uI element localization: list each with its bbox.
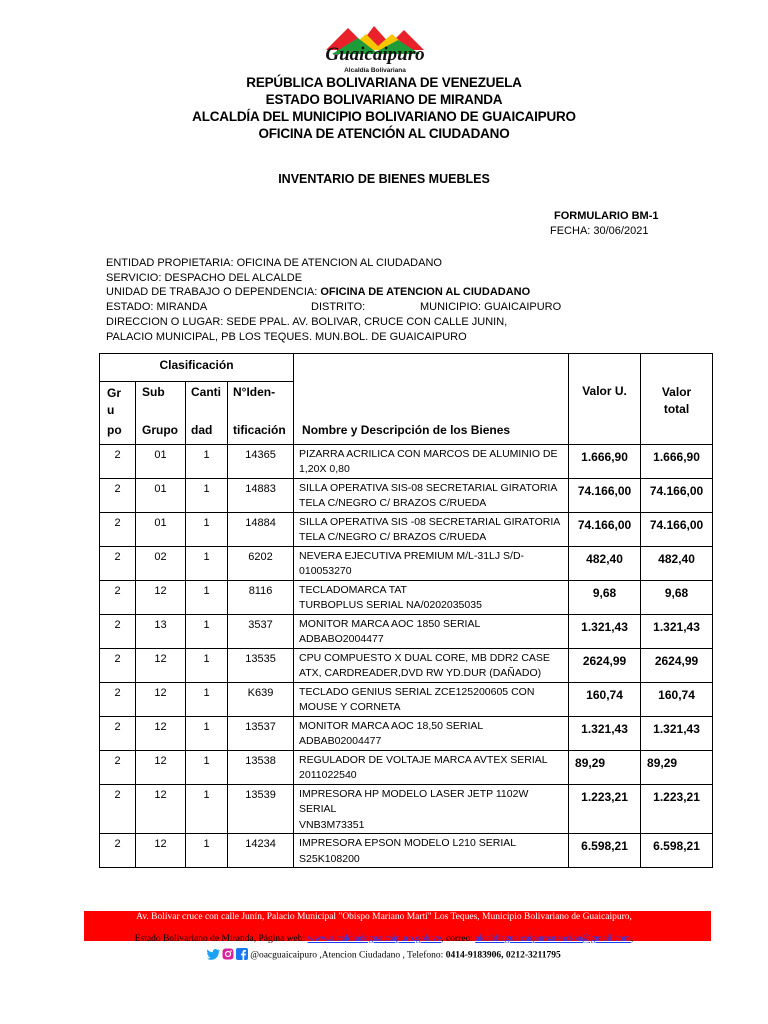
cell-valor-total: 1.321,43: [641, 614, 713, 648]
cell-cantidad: 1: [186, 784, 228, 834]
table-row: [100, 478, 713, 512]
cell-identificacion: 13539: [228, 784, 294, 834]
cell-subgrupo: 02: [136, 546, 186, 580]
cell-subgrupo: 12: [136, 580, 186, 614]
cell-valor-unitario: 1.321,43: [569, 614, 641, 648]
facebook-icon[interactable]: [236, 948, 248, 963]
cell-descripcion: PIZARRA ACRILICA CON MARCOS DE ALUMINIO DE 1,20X 0,80: [294, 444, 569, 478]
cell-cantidad: 1: [186, 716, 228, 750]
cell-valor-unitario: 9,68: [569, 580, 641, 614]
header-cantidad: Canti: [186, 382, 228, 420]
cell-identificacion: 13538: [228, 750, 294, 784]
cell-valor-total: 1.321,43: [641, 716, 713, 750]
cell-identificacion: K639: [228, 682, 294, 716]
cell-cantidad: 1: [186, 478, 228, 512]
cell-cantidad: 1: [186, 750, 228, 784]
form-date: FECHA: 30/06/2021: [550, 225, 649, 237]
header-valor-total: Valor total: [641, 354, 713, 445]
document-header: [0, 74, 768, 142]
cell-descripcion: IMPRESORA EPSON MODELO L210 SERIAL S25K108200: [294, 834, 569, 868]
cell-grupo: 2: [100, 784, 136, 834]
cell-grupo: 2: [100, 444, 136, 478]
header-line-republica: REPÚBLICA BOLIVARIANA DE VENEZUELA: [246, 75, 522, 90]
logo-brand-text: Guaicaipuro: [325, 44, 425, 65]
cell-grupo: 2: [100, 750, 136, 784]
cell-identificacion: 3537: [228, 614, 294, 648]
cell-grupo: 2: [100, 546, 136, 580]
table-row: [100, 580, 713, 614]
cell-cantidad: 1: [186, 614, 228, 648]
cell-cantidad: 1: [186, 648, 228, 682]
header-clasificacion: Clasificación: [100, 354, 294, 382]
cell-descripcion: IMPRESORA HP MODELO LASER JETP 1102W SERIAL VNB3M73351: [294, 784, 569, 834]
cell-descripcion: NEVERA EJECUTIVA PREMIUM M/L-31LJ S/D- 010053270: [294, 546, 569, 580]
cell-identificacion: 13537: [228, 716, 294, 750]
info-estado: ESTADO: MIRANDA: [106, 301, 208, 314]
info-unidad: [106, 285, 561, 300]
twitter-icon[interactable]: [207, 949, 220, 963]
cell-valor-unitario: 160,74: [569, 682, 641, 716]
info-unidad-value: OFICINA DE ATENCION AL CIUDADANO: [320, 286, 531, 299]
cell-cantidad: 1: [186, 834, 228, 868]
cell-valor-unitario: 6.598,21: [569, 834, 641, 868]
info-distrito: DISTRITO:: [311, 301, 366, 314]
table-row: [100, 546, 713, 580]
cell-grupo: 2: [100, 682, 136, 716]
cell-descripcion: SILLA OPERATIVA SIS-08 SECRETARIAL GIRATORIA TELA C/NEGRO C/ BRAZOS C/RUEDA: [294, 478, 569, 512]
guaicaipuro-logo: [318, 20, 432, 76]
cell-valor-unitario: 1.223,21: [569, 784, 641, 834]
cell-valor-total: 2624,99: [641, 648, 713, 682]
document-title: INVENTARIO DE BIENES MUEBLES: [278, 172, 490, 186]
cell-subgrupo: 12: [136, 834, 186, 868]
cell-valor-total: 160,74: [641, 682, 713, 716]
cell-cantidad: 1: [186, 444, 228, 478]
cell-valor-unitario: 74.166,00: [569, 512, 641, 546]
header-subgrupo: Sub: [136, 382, 186, 420]
table-row: [100, 834, 713, 868]
info-direccion: DIRECCION O LUGAR: SEDE PPAL. AV. BOLIVAR, CRUCE CON CALLE JUNIN,: [106, 315, 508, 328]
cell-identificacion: 14883: [228, 478, 294, 512]
cell-identificacion: 6202: [228, 546, 294, 580]
cell-identificacion: 14234: [228, 834, 294, 868]
info-estado-row: [106, 300, 561, 315]
table-header-row-3: po Grupo dad tificación Nombre y Descripción de los Bienes: [100, 419, 713, 444]
cell-grupo: 2: [100, 648, 136, 682]
cell-identificacion: 13535: [228, 648, 294, 682]
table-row: [100, 716, 713, 750]
cell-subgrupo: 12: [136, 648, 186, 682]
cell-grupo: 2: [100, 614, 136, 648]
cell-descripcion: TECLADO GENIUS SERIAL ZCE125200605 CON MOUSE Y CORNETA: [294, 682, 569, 716]
header-line-estado: ESTADO BOLIVARIANO DE MIRANDA: [265, 92, 503, 107]
cell-cantidad: 1: [186, 512, 228, 546]
header-descripcion: Nombre y Descripción de los Bienes: [294, 419, 569, 444]
info-municipio: MUNICIPIO: GUAICAIPURO: [420, 301, 562, 314]
cell-valor-unitario: 1.321,43: [569, 716, 641, 750]
table-header-row-1: [100, 354, 713, 382]
cell-grupo: 2: [100, 580, 136, 614]
logo-tagline-text: Alcaldía Bolivariana: [344, 67, 406, 74]
cell-descripcion: MONITOR MARCA AOC 18,50 SERIAL ADBAB02004477: [294, 716, 569, 750]
cell-valor-total: 89,29: [641, 750, 713, 784]
cell-subgrupo: 12: [136, 750, 186, 784]
table-row: [100, 444, 713, 478]
entity-info: [106, 256, 561, 344]
cell-subgrupo: 12: [136, 716, 186, 750]
cell-valor-unitario: 89,29: [569, 750, 641, 784]
cell-grupo: 2: [100, 716, 136, 750]
info-entidad: ENTIDAD PROPIETARIA: OFICINA DE ATENCION AL CIUDADANO: [106, 257, 442, 269]
table-row: [100, 750, 713, 784]
cell-valor-total: 1.666,90: [641, 444, 713, 478]
inventory-table: [99, 353, 713, 868]
cell-cantidad: 1: [186, 682, 228, 716]
email-link[interactable]: alcaldiaguaicaipuroatencion@gmail.com: [475, 934, 631, 944]
table-row: [100, 648, 713, 682]
cell-valor-total: 9,68: [641, 580, 713, 614]
cell-descripcion: REGULADOR DE VOLTAJE MARCA AVTEX SERIAL 2011022540: [294, 750, 569, 784]
cell-subgrupo: 01: [136, 444, 186, 478]
cell-identificacion: 8116: [228, 580, 294, 614]
header-identificacion: N°Iden-: [228, 382, 294, 420]
info-unidad-label: UNIDAD DE TRABAJO O DEPENDENCIA:: [106, 286, 321, 299]
footer-phone: 0414-9183906, 0212-3211795: [445, 950, 561, 961]
footer-social-text: @oacguaicaipuro ,Atencion Ciudadano , Telefono:: [250, 950, 446, 961]
footer-web-email: Estado Bolivariano de Miranda, Página web: www.alcaldiadeguaicaipuro.gob.ve, correo: alcaldiaguaicaipuroatencion@gmail.com,: [134, 934, 634, 944]
cell-valor-unitario: 482,40: [569, 546, 641, 580]
form-code: FORMULARIO BM-1: [554, 210, 659, 222]
header-grupo: Gr u: [100, 382, 136, 420]
footer-address: Av. Bolívar cruce con calle Junín, Palacio Municipal "Obispo Mariano Martí" Los Teques, Municipio Bolivariano de Guaicaipuro,: [136, 912, 632, 922]
cell-subgrupo: 12: [136, 784, 186, 834]
cell-valor-unitario: 74.166,00: [569, 478, 641, 512]
cell-descripcion: CPU COMPUESTO X DUAL CORE, MB DDR2 CASE ATX, CARDREADER,DVD RW YD.DUR (DAÑADO): [294, 648, 569, 682]
footer-social-phone: [0, 948, 768, 963]
cell-valor-total: 74.166,00: [641, 512, 713, 546]
table-row: [100, 784, 713, 834]
header-line-alcaldia: ALCALDÍA DEL MUNICIPIO BOLIVARIANO DE GUAICAIPURO: [192, 109, 576, 124]
header-line-oficina: OFICINA DE ATENCIÓN AL CIUDADANO: [258, 126, 510, 141]
cell-grupo: 2: [100, 478, 136, 512]
cell-valor-total: 482,40: [641, 546, 713, 580]
cell-cantidad: 1: [186, 546, 228, 580]
cell-valor-total: 74.166,00: [641, 478, 713, 512]
info-direccion-2: PALACIO MUNICIPAL, PB LOS TEQUES. MUN.BOL. DE GUAICAIPURO: [106, 330, 467, 343]
cell-grupo: 2: [100, 834, 136, 868]
cell-grupo: 2: [100, 512, 136, 546]
cell-identificacion: 14884: [228, 512, 294, 546]
instagram-icon[interactable]: [222, 948, 234, 963]
table-row: [100, 512, 713, 546]
table-row: [100, 682, 713, 716]
cell-descripcion: TECLADOMARCA TAT TURBOPLUS SERIAL NA/0202035035: [294, 580, 569, 614]
cell-cantidad: 1: [186, 580, 228, 614]
cell-subgrupo: 01: [136, 478, 186, 512]
info-servicio: SERVICIO: DESPACHO DEL ALCALDE: [106, 271, 303, 284]
cell-subgrupo: 13: [136, 614, 186, 648]
cell-descripcion: SILLA OPERATIVA SIS -08 SECRETARIAL GIRATORIA TELA C/NEGRO C/ BRAZOS C/RUEDA: [294, 512, 569, 546]
cell-subgrupo: 12: [136, 682, 186, 716]
cell-valor-unitario: 1.666,90: [569, 444, 641, 478]
cell-subgrupo: 01: [136, 512, 186, 546]
table-row: [100, 614, 713, 648]
header-valor-unitario: Valor U.: [569, 354, 641, 445]
cell-identificacion: 14365: [228, 444, 294, 478]
website-link[interactable]: www.alcaldiadeguaicaipuro.gob.ve: [307, 934, 442, 944]
cell-valor-total: 1.223,21: [641, 784, 713, 834]
cell-descripcion: MONITOR MARCA AOC 1850 SERIAL ADBABO2004477: [294, 614, 569, 648]
cell-valor-total: 6.598,21: [641, 834, 713, 868]
cell-valor-unitario: 2624,99: [569, 648, 641, 682]
